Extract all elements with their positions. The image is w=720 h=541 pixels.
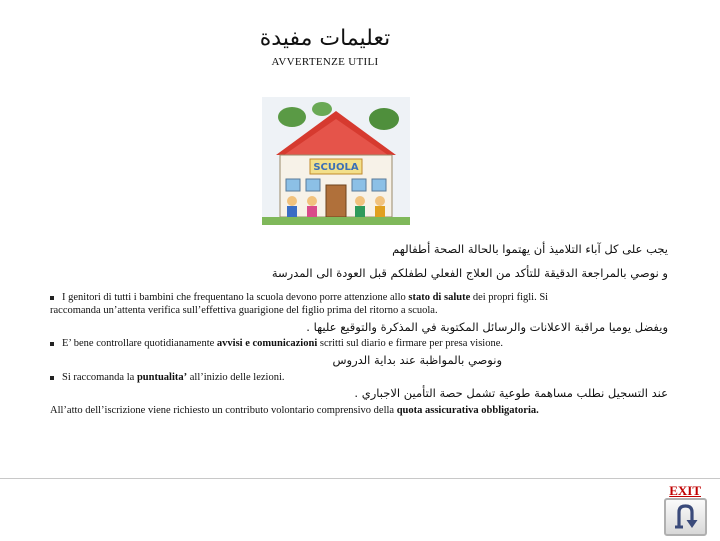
- text-run: I genitori di tutti i bambini che frequentano la scuola devono porre attenzione allo: [62, 292, 409, 303]
- italian-insurance-paragraph: [50, 404, 690, 417]
- page-title-italian: AVVERTENZE UTILI: [271, 56, 379, 68]
- return-button[interactable]: [664, 498, 707, 536]
- bullet-icon: [50, 376, 54, 380]
- page-title-arabic: تعليمات مفيدة: [259, 26, 391, 51]
- italian-health-paragraph: [50, 291, 680, 317]
- arabic-insurance-line: عند التسجيل نطلب مساهمة طوعية تشمل حصة التأمين الاجباري .: [354, 386, 668, 400]
- emphasis-punctuality: puntualita’: [136, 372, 188, 383]
- text-run: raccomanda un’attenta verifica sull’effettiva guarigione del figlio prima del ritorno a scuola.: [50, 305, 438, 316]
- text-run: all’inizio delle lezioni.: [187, 372, 285, 383]
- arabic-health-line: يجب على كل آباء التلاميذ أن يهتموا بالحالة الصحة أطفالهم: [392, 242, 668, 256]
- text-run: E’ bene controllare quotidianamente: [62, 338, 217, 349]
- bullet-icon: [50, 296, 54, 300]
- italian-notices-paragraph: [50, 337, 680, 350]
- emphasis-health: stato di salute: [408, 292, 471, 303]
- u-turn-return-icon: [666, 500, 705, 534]
- text-run: Si raccomanda la: [62, 372, 137, 383]
- school-drawing: [262, 97, 410, 225]
- emphasis-notices: avvisi e comunicazioni: [216, 338, 318, 349]
- arabic-notices-line: ويفضل يوميا مراقبة الاعلانات والرسائل المكتوبة في المذكرة والتوقيع عليها .: [306, 320, 668, 334]
- emphasis-insurance: quota assicurativa obbligatoria.: [396, 405, 539, 416]
- arabic-punctuality-line: ونوصي بالمواظبة عند بداية الدروس: [332, 353, 502, 367]
- footer-divider: [0, 478, 720, 541]
- text-run: dei propri figli. Si: [470, 292, 549, 303]
- school-sign-text: SCUOLA: [313, 162, 359, 173]
- exit-link[interactable]: EXIT: [669, 483, 701, 498]
- italian-punctuality-paragraph: [50, 371, 680, 384]
- text-run: scritti sul diario e firmare per presa visione.: [317, 338, 503, 349]
- bullet-icon: [50, 342, 54, 346]
- text-run: All’atto dell’iscrizione viene richiesto un contributo volontario comprensivo della: [50, 405, 397, 416]
- arabic-recovery-line: و نوصي بالمراجعة الدقيقة للتأكد من العلاج الفعلي لطفلكم قبل العودة الى المدرسة: [271, 266, 668, 280]
